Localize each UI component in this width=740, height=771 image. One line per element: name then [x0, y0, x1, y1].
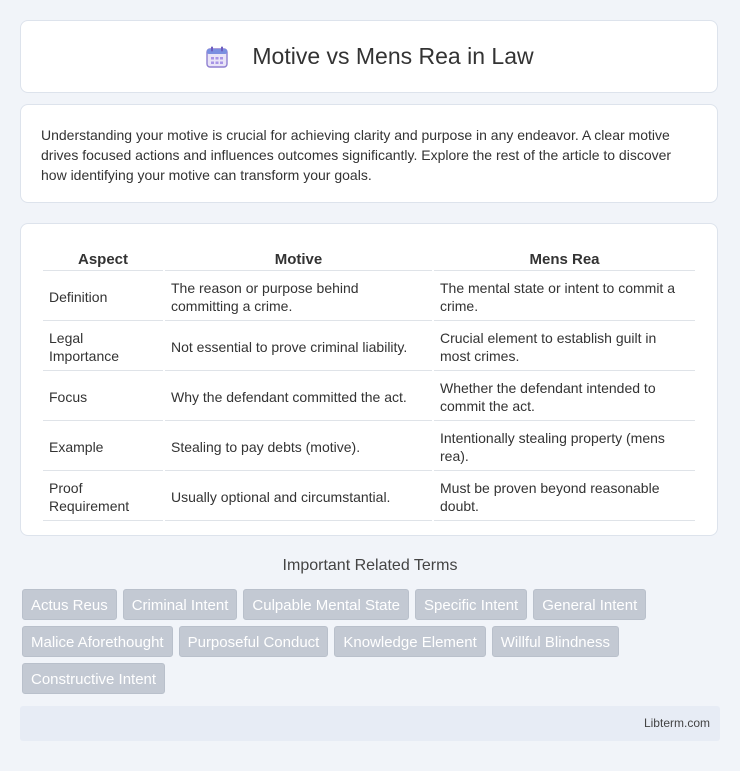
- table-row: [43, 273, 695, 321]
- cell-aspect: Proof Requirement: [43, 473, 163, 521]
- cell-aspect: Focus: [43, 373, 163, 421]
- cell-aspect: Legal Importance: [43, 323, 163, 371]
- cell-motive: Why the defendant committed the act.: [165, 373, 432, 421]
- footer: [20, 706, 720, 741]
- cell-motive: Usually optional and circumstantial.: [165, 473, 432, 521]
- footer-site-link[interactable]: Libterm.com: [643, 716, 710, 730]
- cell-motive: Not essential to prove criminal liability.: [165, 323, 432, 371]
- cell-aspect: Example: [43, 423, 163, 471]
- cell-mens-rea: Intentionally stealing property (mens rea).: [434, 423, 695, 471]
- cell-mens-rea: Crucial element to establish guilt in most crimes.: [434, 323, 695, 371]
- table-row: [43, 323, 695, 371]
- intro-text: Understanding your motive is crucial for achieving clarity and purpose in any endeavor. A clear motive drives focused actions and influences outcomes significantly. Explore the rest of the article to discover how identifying your motive can transform your goals.: [41, 127, 672, 183]
- table-row: [43, 473, 695, 521]
- table-header-row: [43, 246, 695, 271]
- related-term-tag[interactable]: Malice Aforethought: [22, 626, 173, 657]
- related-term-tag[interactable]: Specific Intent: [415, 589, 527, 620]
- related-term-tag[interactable]: Constructive Intent: [22, 663, 165, 694]
- calendar-icon: [204, 44, 230, 70]
- cell-motive: Stealing to pay debts (motive).: [165, 423, 432, 471]
- related-term-tag[interactable]: General Intent: [533, 589, 646, 620]
- related-term-tag[interactable]: Purposeful Conduct: [179, 626, 329, 657]
- header-card: [20, 20, 718, 93]
- header-aspect: Aspect: [43, 246, 163, 271]
- header-mens-rea: Mens Rea: [434, 246, 695, 271]
- table-row: [43, 373, 695, 421]
- header-motive: Motive: [165, 246, 432, 271]
- related-term-tag[interactable]: Culpable Mental State: [243, 589, 409, 620]
- comparison-card: [20, 223, 718, 536]
- page-title: Motive vs Mens Rea in Law: [252, 43, 534, 69]
- related-term-tag[interactable]: Willful Blindness: [492, 626, 619, 657]
- comparison-table: [41, 244, 697, 523]
- cell-aspect: Definition: [43, 273, 163, 321]
- related-term-tag[interactable]: Criminal Intent: [123, 589, 238, 620]
- table-row: [43, 423, 695, 471]
- cell-mens-rea: The mental state or intent to commit a crime.: [434, 273, 695, 321]
- intro-card: [20, 104, 718, 203]
- related-term-tag[interactable]: Actus Reus: [22, 589, 117, 620]
- cell-motive: The reason or purpose behind committing a crime.: [165, 273, 432, 321]
- cell-mens-rea: Whether the defendant intended to commit the act.: [434, 373, 695, 421]
- related-terms-title: Important Related Terms: [282, 557, 458, 574]
- related-terms-list: [22, 589, 722, 700]
- related-term-tag[interactable]: Knowledge Element: [334, 626, 485, 657]
- cell-mens-rea: Must be proven beyond reasonable doubt.: [434, 473, 695, 521]
